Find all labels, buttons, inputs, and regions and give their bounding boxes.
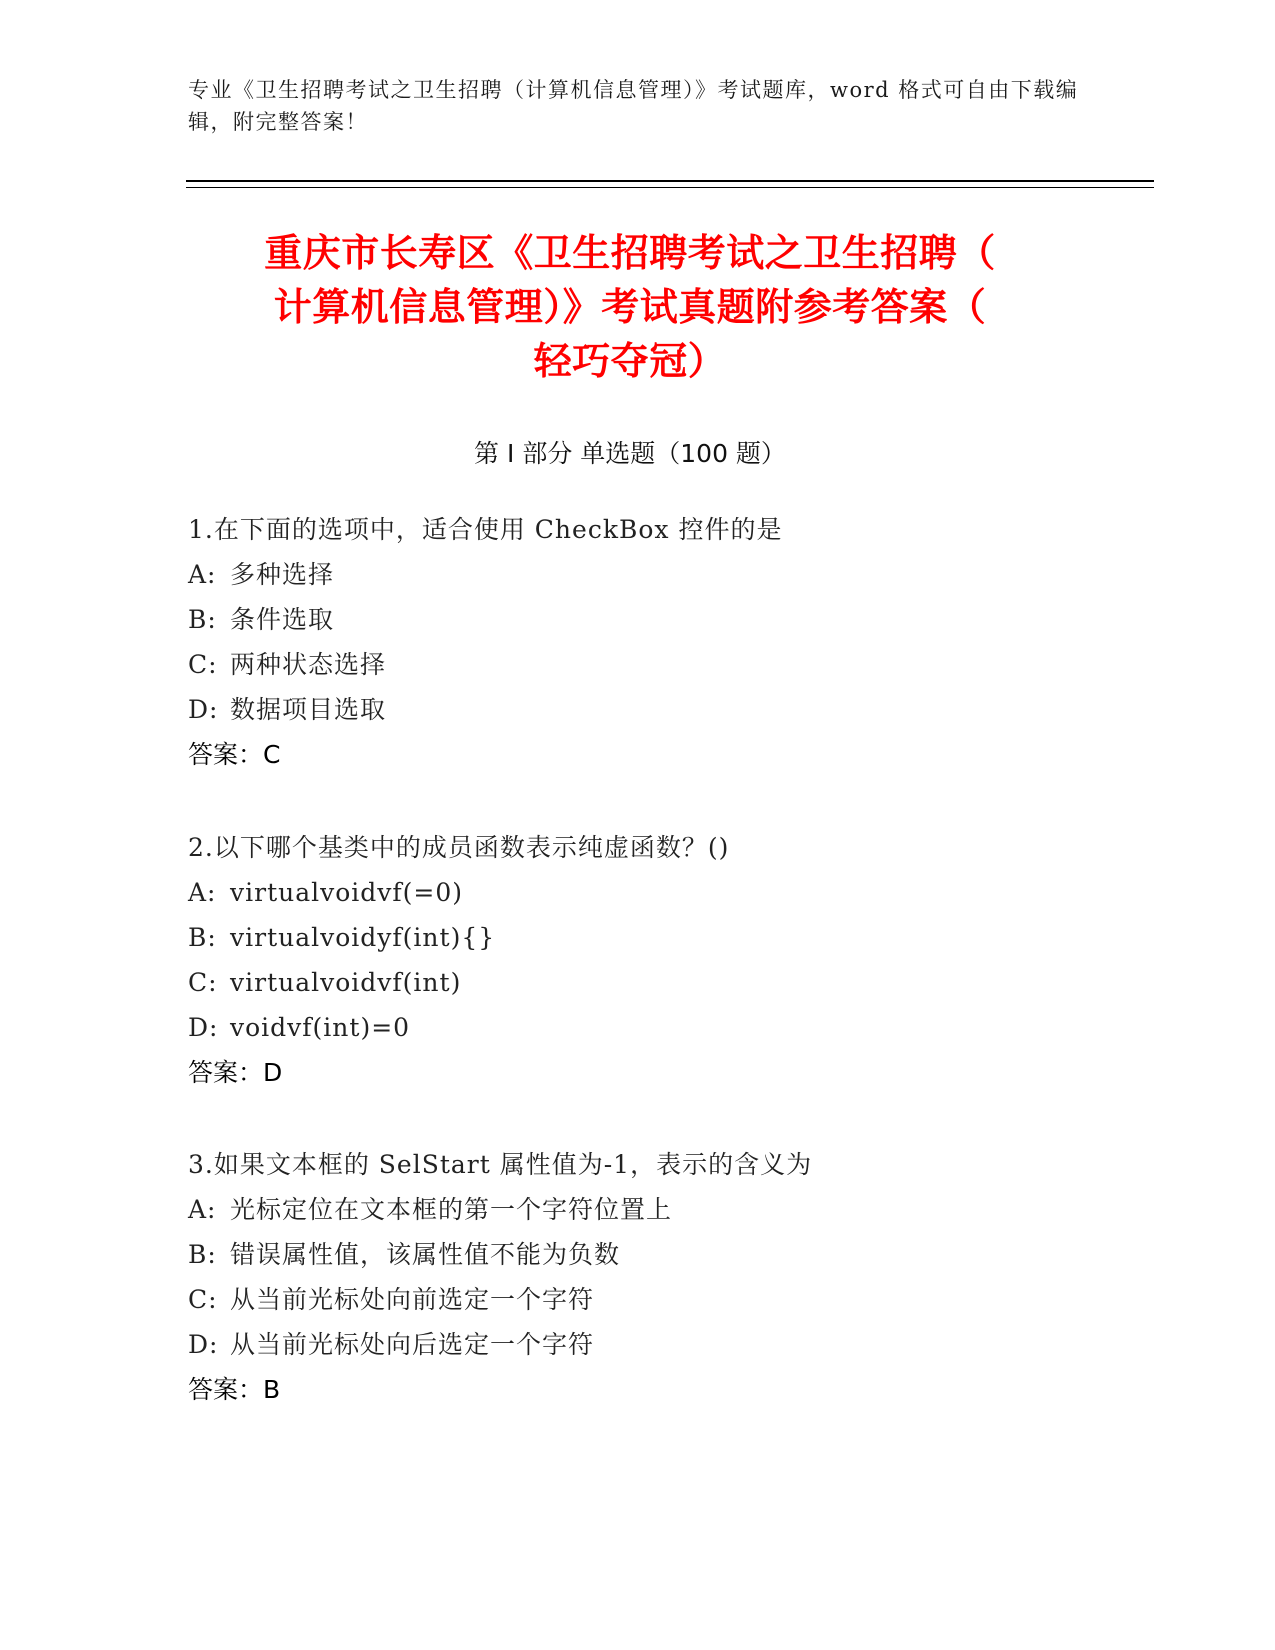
option-text: voidvf(int)=0 bbox=[230, 1013, 411, 1042]
question-1 bbox=[188, 507, 1148, 777]
option-key: D: bbox=[188, 1013, 219, 1042]
section-title: 第 I 部分 单选题（100 题） bbox=[474, 439, 786, 468]
option-d bbox=[188, 1005, 1148, 1050]
option-text: 数据项目选取 bbox=[230, 695, 387, 724]
option-text: 多种选择 bbox=[230, 560, 335, 589]
answer-line: 答案：C bbox=[188, 740, 281, 769]
question-stem: 1.在下面的选项中，适合使用 CheckBox 控件的是 bbox=[188, 515, 783, 544]
option-key: C: bbox=[188, 1285, 218, 1314]
document-title-line: 轻巧夺冠） bbox=[533, 339, 727, 383]
header-divider-thick bbox=[186, 180, 1154, 182]
option-text: 条件选取 bbox=[230, 605, 335, 634]
option-text: 光标定位在文本框的第一个字符位置上 bbox=[230, 1195, 673, 1224]
option-key: D: bbox=[188, 695, 219, 724]
option-text: virtualvoidvf(int) bbox=[230, 968, 462, 997]
option-b bbox=[188, 915, 1148, 960]
option-text: virtualvoidvf(=0) bbox=[230, 878, 464, 907]
document-title bbox=[180, 226, 1080, 388]
option-d bbox=[188, 1322, 1148, 1367]
option-key: B: bbox=[188, 605, 217, 634]
option-c bbox=[188, 960, 1148, 1005]
answer-line: 答案：D bbox=[188, 1058, 283, 1087]
question-2 bbox=[188, 825, 1148, 1095]
question-3 bbox=[188, 1142, 1148, 1412]
answer-line: 答案：B bbox=[188, 1375, 281, 1404]
option-c bbox=[188, 642, 1148, 687]
option-text: 两种状态选择 bbox=[230, 650, 387, 679]
option-key: B: bbox=[188, 1240, 217, 1269]
option-key: D: bbox=[188, 1330, 219, 1359]
option-key: C: bbox=[188, 968, 218, 997]
document-title-line: 重庆市长寿区《卫生招聘考试之卫生招聘（ bbox=[264, 231, 996, 275]
option-a bbox=[188, 870, 1148, 915]
header-divider-thin bbox=[186, 187, 1154, 188]
option-key: B: bbox=[188, 923, 217, 952]
option-b bbox=[188, 1232, 1148, 1277]
option-text: 从当前光标处向后选定一个字符 bbox=[230, 1330, 595, 1359]
option-text: 错误属性值，该属性值不能为负数 bbox=[230, 1240, 621, 1269]
header-note: 专业《卫生招聘考试之卫生招聘（计算机信息管理）》考试题库，word 格式可自由下载编辑，附完整答案！ bbox=[188, 78, 1079, 134]
question-stem: 3.如果文本框的 SelStart 属性值为-1，表示的含义为 bbox=[188, 1150, 813, 1179]
option-b bbox=[188, 597, 1148, 642]
option-c bbox=[188, 1277, 1148, 1322]
option-key: A: bbox=[188, 878, 217, 907]
option-text: 从当前光标处向前选定一个字符 bbox=[230, 1285, 595, 1314]
option-key: A: bbox=[188, 560, 217, 589]
question-stem: 2.以下哪个基类中的成员函数表示纯虚函数？() bbox=[188, 833, 730, 862]
option-text: virtualvoidyf(int){} bbox=[230, 923, 496, 952]
option-key: A: bbox=[188, 1195, 217, 1224]
option-d bbox=[188, 687, 1148, 732]
option-key: C: bbox=[188, 650, 218, 679]
document-title-line: 计算机信息管理）》考试真题附参考答案（ bbox=[273, 285, 987, 329]
option-a bbox=[188, 1187, 1148, 1232]
option-a bbox=[188, 552, 1148, 597]
